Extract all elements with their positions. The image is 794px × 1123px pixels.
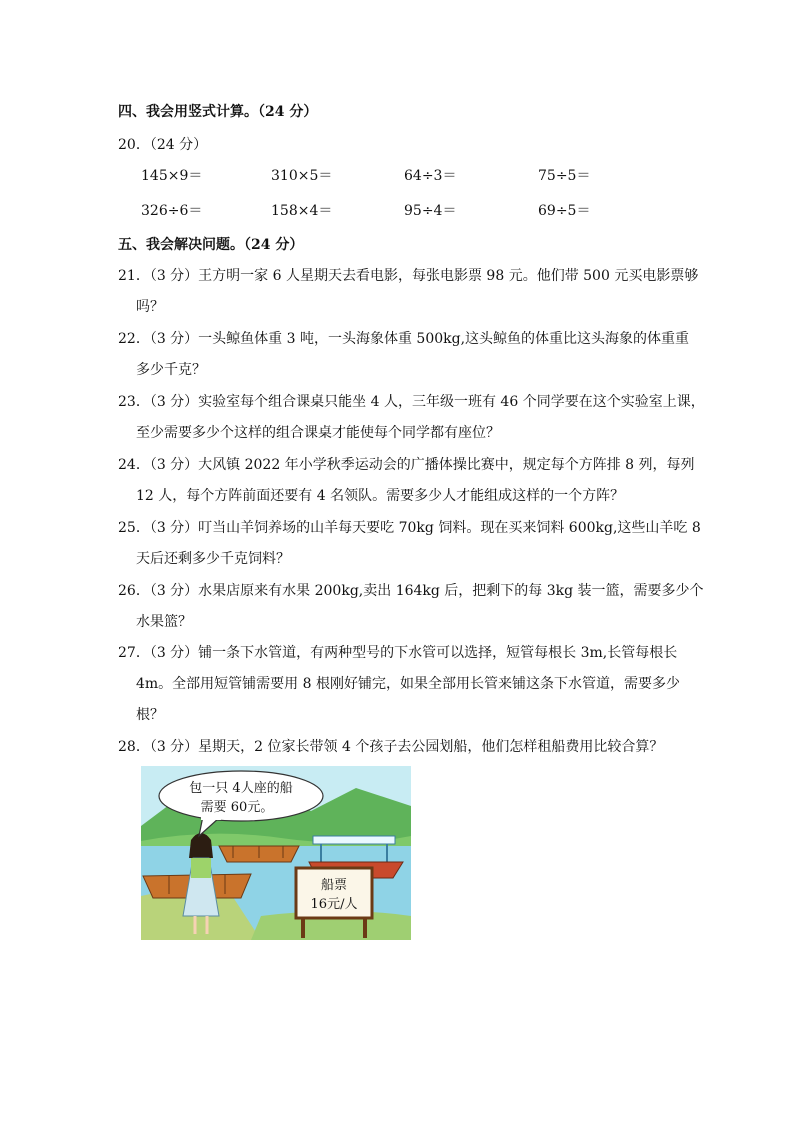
- speech-text-line-1: 包一只 4人座的船: [189, 781, 293, 796]
- q27-line-1: 27．（3 分）铺一条下水管道，有两种型号的下水管可以选择，短管每根长 3m,长管每根长: [118, 645, 678, 661]
- q22-line-1: 22．（3 分）一头鲸鱼体重 3 吨，一头海象体重 500kg,这头鲸鱼的体重比这头海象的体重重: [118, 331, 690, 347]
- q21-line-2: 吗？: [136, 299, 164, 315]
- q28-line-1: 28．（3 分）星期天，2 位家长带领 4 个孩子去公园划船，他们怎样租船费用比较合算？: [118, 739, 664, 755]
- question-20-label: 20．（24 分）: [118, 137, 208, 153]
- boat-icon: [219, 846, 299, 862]
- q27-line-2: 4m。全部用短管铺需要用 8 根刚好铺完，如果全部用长管来铺这条下水管道，需要多少: [136, 676, 680, 692]
- speech-text-line-2: 需要 60元。: [200, 800, 274, 815]
- sign-text-line-1: 船票: [320, 878, 348, 893]
- q23-line-1: 23．（3 分）实验室每个组合课桌只能坐 4 人，三年级一班有 46 个同学要在这个实验室上课，: [118, 394, 705, 410]
- q27-line-3: 根？: [136, 707, 164, 723]
- calc-item: 326÷6＝: [141, 203, 203, 219]
- sign-text-line-2: 16元/人: [310, 897, 358, 912]
- q21-line-1: 21．（3 分）王方明一家 6 人星期天去看电影，每张电影票 98 元。他们带 500 元买电影票够: [118, 268, 699, 284]
- calc-item: 310×5＝: [271, 168, 333, 184]
- calc-item: 64÷3＝: [404, 168, 457, 184]
- calc-item: 145×9＝: [141, 168, 203, 184]
- calc-item: 69÷5＝: [538, 203, 591, 219]
- q26-line-2: 水果篮？: [136, 614, 192, 630]
- q25-line-1: 25．（3 分）叮当山羊饲养场的山羊每天要吃 70kg 饲料。现在买来饲料 600kg,这些山羊吃 8: [118, 520, 701, 536]
- q23-line-2: 至少需要多少个这样的组合课桌才能使每个同学都有座位？: [136, 425, 500, 441]
- q26-line-1: 26．（3 分）水果店原来有水果 200kg,卖出 164kg 后，把剩下的每 3kg 装一篮，需要多少个: [118, 583, 704, 599]
- q22-line-2: 多少千克？: [136, 362, 206, 378]
- section4-heading: 四、我会用竖式计算。（24 分）: [118, 104, 318, 120]
- q24-line-2: 12 人，每个方阵前面还要有 4 名领队。需要多少人才能组成这样的一个方阵？: [136, 488, 625, 504]
- calc-item: 75÷5＝: [538, 168, 591, 184]
- q24-line-1: 24．（3 分）大风镇 2022 年小学秋季运动会的广播体操比赛中，规定每个方阵排 8 列，每列: [118, 457, 695, 473]
- section5-heading: 五、我会解决问题。（24 分）: [118, 237, 304, 253]
- q25-line-2: 天后还剩多少千克饲料？: [136, 551, 290, 567]
- calc-item: 158×4＝: [271, 203, 333, 219]
- boat-rental-illustration: [141, 766, 411, 940]
- calc-item: 95÷4＝: [404, 203, 457, 219]
